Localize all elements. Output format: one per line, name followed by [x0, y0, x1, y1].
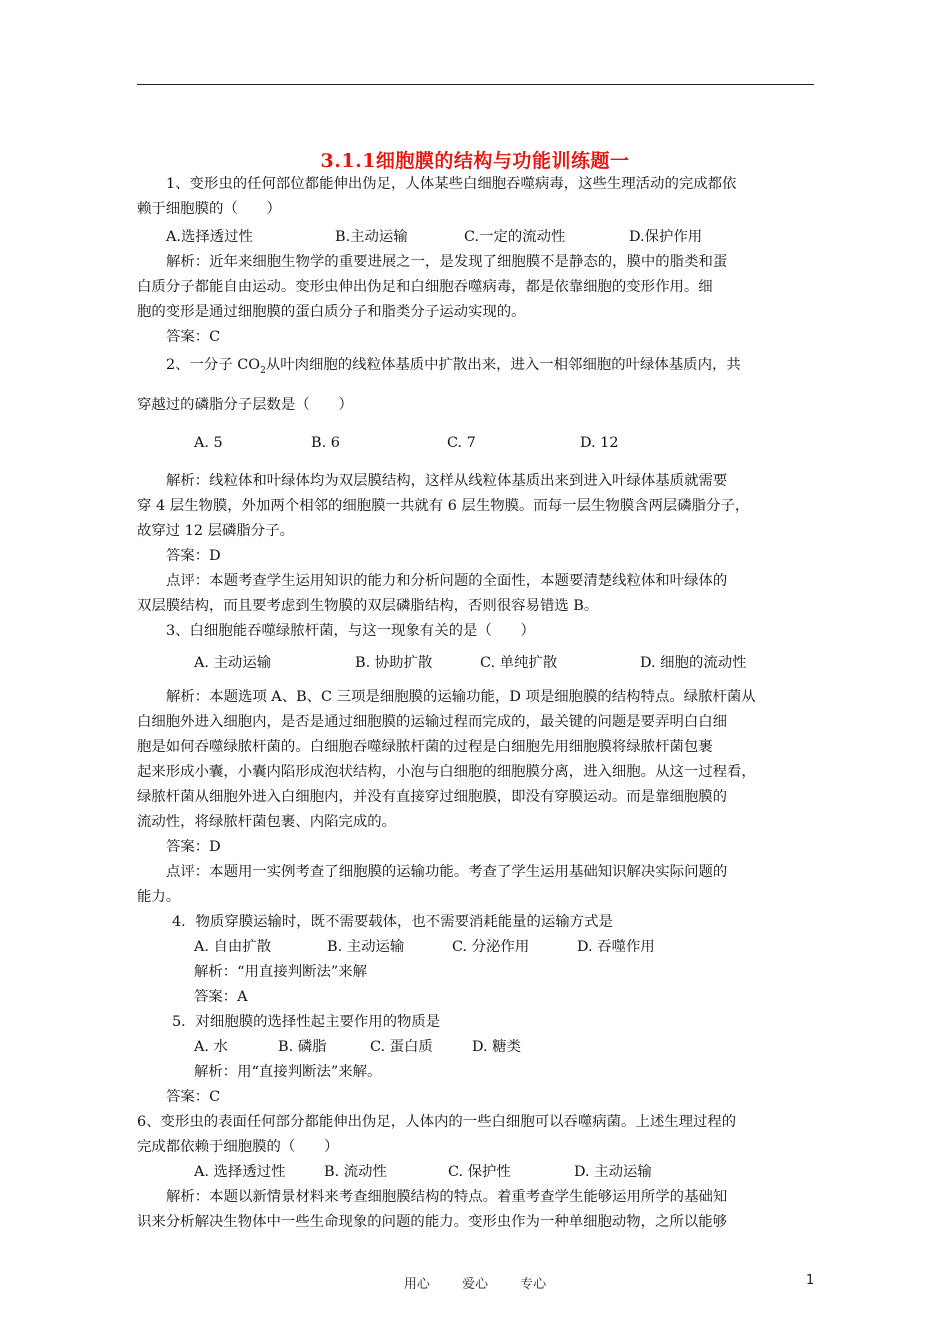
q5-analysis: 解析：用“直接判断法”来解。: [194, 1063, 382, 1080]
q4-answer: 答案：A: [194, 988, 248, 1005]
q2-analysis-line1: 解析：线粒体和叶绿体均为双层膜结构，这样从线粒体基质出来到进入叶绿体基质就需要: [166, 472, 728, 489]
page-title: 3.1.1细胞膜的结构与功能训练题一: [320, 150, 630, 172]
q1-option-a: A.选择透过性: [166, 229, 253, 245]
q3-comment-line1: 点评：本题用一实例考查了细胞膜的运输功能。考查了学生运用基础知识解决实际问题的: [166, 863, 728, 880]
footer-text-3: 专心: [520, 1277, 547, 1292]
q4-option-a: A. 自由扩散: [194, 938, 272, 955]
q2-analysis-line2: 穿 4 层生物膜，外加两个相邻的细胞膜一共就有 6 层生物膜。而每一层生物膜含两层磷脂分子，: [137, 497, 750, 514]
q1-option-c: C.一定的流动性: [464, 229, 566, 245]
q3-analysis-line1: 解析：本题选项 A、B、C 三项是细胞膜的运输功能，D 项是细胞膜的结构特点。绿脓杆菌从: [166, 688, 756, 705]
q4-analysis: 解析：“用直接判断法”来解: [194, 963, 368, 980]
q3-options: [137, 651, 817, 676]
q3-option-a: A. 主动运输: [194, 654, 272, 671]
q6-analysis-line2: 识来分析解决生物体中一些生命现象的问题的能力。变形虫作为一种单细胞动物，之所以能够: [137, 1213, 728, 1230]
q3-option-b: B. 协助扩散: [355, 654, 433, 671]
q1-options: [137, 225, 817, 250]
q2-analysis-line3: 故穿过 12 层磷脂分子。: [137, 522, 294, 539]
q3-analysis-line5: 绿脓杆菌从细胞外进入白细胞内，并没有直接穿过细胞膜，即没有穿膜运动。而是靠细胞膜的: [137, 788, 728, 805]
footer-text-1: 用心: [403, 1277, 430, 1292]
q3-analysis-line2: 白细胞外进入细胞内，是否是通过细胞膜的运输过程而完成的，最关键的问题是要弄明白白细: [137, 713, 728, 730]
q1-analysis-line2: 白质分子都能自由运动。变形虫伸出伪足和白细胞吞噬病毒，都是依靠细胞的变形作用。细: [137, 279, 713, 295]
q2-stem-line1: 2、一分子 $CO_2$从叶肉细胞的线粒体基质中扩散出来，进入一相邻细胞的叶绿体基质内，共: [166, 357, 741, 376]
q6-analysis-line1: 解析：本题以新情景材料来考查细胞膜结构的特点。着重考查学生能够运用所学的基础知: [166, 1188, 728, 1205]
q2-option-b: B. 6: [311, 434, 340, 451]
q5-option-c: C. 蛋白质: [370, 1038, 433, 1055]
q6-option-d: D. 主动运输: [574, 1163, 652, 1180]
q6-stem-line1: 6、变形虫的表面任何部分都能伸出伪足，人体内的一些白细胞可以吞噬病菌。上述生理过程的: [137, 1113, 737, 1130]
q2-comment-line1: 点评：本题考查学生运用知识的能力和分析问题的全面性，本题要清楚线粒体和叶绿体的: [166, 572, 728, 589]
q6-options: [137, 1160, 817, 1185]
q1-analysis-line3: 胞的变形是通过细胞膜的蛋白质分子和脂类分子运动实现的。: [137, 304, 526, 320]
q6-option-c: C. 保护性: [448, 1163, 511, 1180]
q5-answer: 答案：C: [166, 1088, 221, 1105]
q5-option-a: A. 水: [194, 1038, 228, 1055]
q2-stem-line2: 穿越过的磷脂分子层数是（ ）: [137, 396, 353, 413]
q2-answer: 答案：D: [166, 547, 221, 564]
q1-stem-line1: 1、变形虫的任何部位都能伸出伪足，人体某些白细胞吞噬病毒，这些生理活动的完成都依: [166, 176, 737, 192]
q3-answer: 答案：D: [166, 838, 221, 855]
q4-options: [137, 935, 817, 960]
q6-option-a: A. 选择透过性: [194, 1163, 286, 1180]
q6-option-b: B. 流动性: [324, 1163, 387, 1180]
q3-stem: 3、白细胞能吞噬绿脓杆菌，与这一现象有关的是（ ）: [166, 622, 535, 639]
q2-option-a: A. 5: [194, 434, 223, 451]
q2-comment-line2: 双层膜结构，而且要考虑到生物膜的双层磷脂结构，否则很容易错选 B。: [137, 597, 599, 614]
q2-option-c: C. 7: [447, 434, 476, 451]
q3-option-d: D. 细胞的流动性: [640, 654, 747, 671]
q2-options: [137, 431, 817, 456]
q5-option-b: B. 磷脂: [278, 1038, 327, 1055]
page-number: 1: [806, 1273, 815, 1288]
q1-option-d: D.保护作用: [629, 229, 703, 245]
footer-text-2: 爱心: [461, 1277, 488, 1292]
document-body: [137, 172, 817, 1235]
q5-option-d: D. 糖类: [472, 1038, 521, 1055]
q3-analysis-line3: 胞是如何吞噬绿脓杆菌的。白细胞吞噬绿脓杆菌的过程是白细胞先用细胞膜将绿脓杆菌包裹: [137, 738, 713, 755]
q4-option-b: B. 主动运输: [327, 938, 405, 955]
header-rule: [137, 84, 814, 85]
q6-stem-line2: 完成都依赖于细胞膜的（ ）: [137, 1138, 339, 1155]
q3-option-c: C. 单纯扩散: [480, 654, 558, 671]
q1-option-b: B.主动运输: [335, 229, 408, 245]
q1-stem-line2: 赖于细胞膜的（ ）: [137, 201, 281, 217]
q5-stem: 5．对细胞膜的选择性起主要作用的物质是: [172, 1013, 441, 1030]
q4-option-c: C. 分泌作用: [452, 938, 530, 955]
q4-stem: 4．物质穿膜运输时，既不需要载体，也不需要消耗能量的运输方式是: [172, 913, 613, 930]
q3-analysis-line4: 起来形成小囊，小囊内陷形成泡状结构，小泡与白细胞的细胞膜分离，进入细胞。从这一过程看，: [137, 763, 756, 780]
q2-option-d: D. 12: [580, 434, 619, 451]
q1-analysis-line1: 解析：近年来细胞生物学的重要进展之一，是发现了细胞膜不是静态的，膜中的脂类和蛋: [166, 254, 728, 270]
q3-comment-line2: 能力。: [137, 888, 181, 905]
q5-options: [137, 1035, 817, 1060]
q3-analysis-line6: 流动性，将绿脓杆菌包裹、内陷完成的。: [137, 813, 397, 830]
q4-option-d: D. 吞噬作用: [577, 938, 655, 955]
q1-answer: 答案：C: [166, 329, 221, 345]
